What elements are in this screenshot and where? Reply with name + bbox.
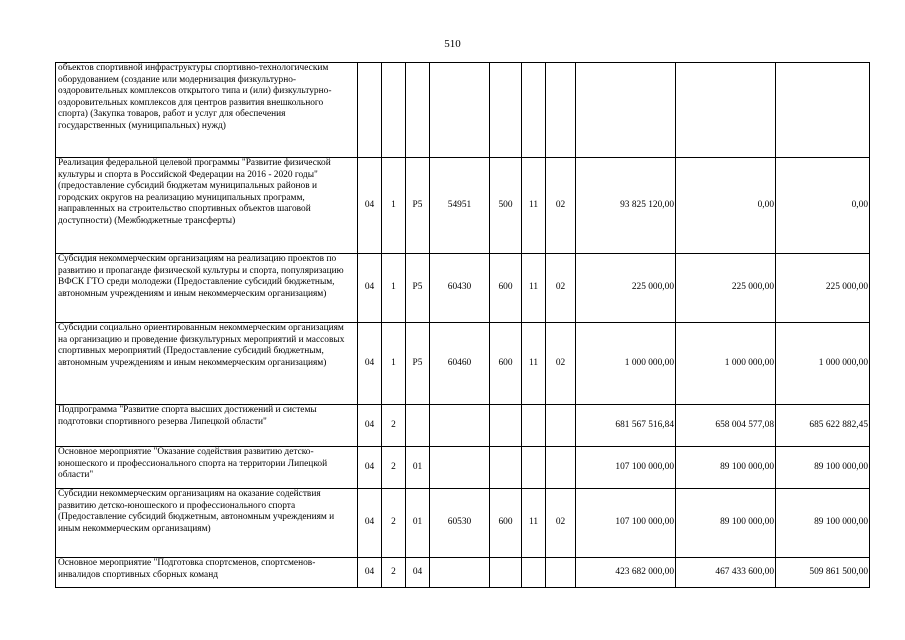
expense-type-code: 600 — [490, 254, 522, 323]
amount-year-1: 107 100 000,00 — [576, 447, 676, 489]
row-description: Подпрограмма "Развитие спорта высших достижений и системы подготовки спортивного резерва Липецкой области" — [56, 405, 358, 447]
subprogram-code: 2 — [382, 405, 406, 447]
activity-code: P5 — [406, 323, 430, 405]
amount-year-3: 685 622 882,45 — [776, 405, 870, 447]
activity-code: P5 — [406, 254, 430, 323]
row-description: Основное мероприятие "Оказание содействия развитию детско-юношеского и профессионального спорта на территории Липецкой области" — [56, 447, 358, 489]
amount-year-2: 89 100 000,00 — [676, 447, 776, 489]
section-code — [522, 558, 546, 588]
page-number: 510 — [444, 38, 461, 50]
section-code: 11 — [522, 323, 546, 405]
table-row — [56, 447, 870, 489]
amount-year-2: 467 433 600,00 — [676, 558, 776, 588]
direction-code: 60460 — [430, 323, 490, 405]
direction-code — [430, 405, 490, 447]
direction-code: 60430 — [430, 254, 490, 323]
direction-code: 60530 — [430, 489, 490, 558]
subprogram-code: 1 — [382, 158, 406, 254]
amount-year-3: 1 000 000,00 — [776, 323, 870, 405]
row-description: объектов спортивной инфраструктуры спортивно-технологическим оборудованием (создание или модернизация физкультурно-оздоровительных комплексов открытого типа и (или) физкультурно-оздоровительных комплексов для центров развития внешкольного спорта) (Закупка товаров, работ и услуг для обеспечения государственных (муниципальных) нужд) — [56, 63, 358, 158]
row-description: Субсидия некоммерческим организациям на реализацию проектов по развитию и пропаганде физической культуры и спорта, популяризацию ВФСК ГТО среди молодежи (Предоставление субсидий бюджетным, автономным учреждениям и иным некоммерческим организациям) — [56, 254, 358, 323]
chapter-code: 04 — [358, 405, 382, 447]
subsection-code: 02 — [546, 254, 576, 323]
row-description: Субсидии социально ориентированным некоммерческим организациям на организацию и проведение физкультурных мероприятий и массовых спортивных мероприятий (Предоставление субсидий бюджетным, автономным учреждениям и иным некоммерческим организациям) — [56, 323, 358, 405]
subsection-code — [546, 63, 576, 158]
amount-year-1: 93 825 120,00 — [576, 158, 676, 254]
activity-code — [406, 405, 430, 447]
activity-code: P5 — [406, 158, 430, 254]
amount-year-2: 89 100 000,00 — [676, 489, 776, 558]
section-code: 11 — [522, 158, 546, 254]
activity-code: 01 — [406, 489, 430, 558]
expense-type-code — [490, 558, 522, 588]
direction-code — [430, 558, 490, 588]
expense-type-code — [490, 447, 522, 489]
amount-year-2: 0,00 — [676, 158, 776, 254]
amount-year-3 — [776, 63, 870, 158]
amount-year-1: 225 000,00 — [576, 254, 676, 323]
subprogram-code: 2 — [382, 489, 406, 558]
chapter-code: 04 — [358, 447, 382, 489]
table-row — [56, 405, 870, 447]
amount-year-1: 107 100 000,00 — [576, 489, 676, 558]
chapter-code: 04 — [358, 158, 382, 254]
activity-code: 04 — [406, 558, 430, 588]
subsection-code — [546, 405, 576, 447]
section-code: 11 — [522, 254, 546, 323]
amount-year-3: 0,00 — [776, 158, 870, 254]
budget-table — [55, 62, 870, 588]
amount-year-2: 1 000 000,00 — [676, 323, 776, 405]
row-description: Основное мероприятие "Подготовка спортсменов, спортсменов-инвалидов спортивных сборных команд — [56, 558, 358, 588]
subprogram-code: 1 — [382, 254, 406, 323]
subprogram-code: 2 — [382, 447, 406, 489]
direction-code — [430, 447, 490, 489]
subprogram-code: 2 — [382, 558, 406, 588]
subsection-code: 02 — [546, 489, 576, 558]
subsection-code: 02 — [546, 158, 576, 254]
subprogram-code — [382, 63, 406, 158]
chapter-code: 04 — [358, 323, 382, 405]
amount-year-3: 225 000,00 — [776, 254, 870, 323]
table-row — [56, 63, 870, 158]
amount-year-2 — [676, 63, 776, 158]
chapter-code: 04 — [358, 558, 382, 588]
section-code — [522, 405, 546, 447]
amount-year-3: 89 100 000,00 — [776, 489, 870, 558]
table-row — [56, 254, 870, 323]
amount-year-1: 423 682 000,00 — [576, 558, 676, 588]
subsection-code: 02 — [546, 323, 576, 405]
table-row — [56, 158, 870, 254]
chapter-code — [358, 63, 382, 158]
row-description: Реализация федеральной целевой программы "Развитие физической культуры и спорта в Российской Федерации на 2016 - 2020 годы" (предоставление субсидий бюджетам муниципальных районов и городских округов на реализацию муниципальных программ, направленных на строительство спортивных объектов шаговой доступности) (Межбюджетные трансферты) — [56, 158, 358, 254]
subsection-code — [546, 558, 576, 588]
direction-code — [430, 63, 490, 158]
subprogram-code: 1 — [382, 323, 406, 405]
section-code — [522, 447, 546, 489]
amount-year-1: 681 567 516,84 — [576, 405, 676, 447]
table-row — [56, 489, 870, 558]
section-code: 11 — [522, 489, 546, 558]
expense-type-code — [490, 63, 522, 158]
amount-year-3: 89 100 000,00 — [776, 447, 870, 489]
row-description: Субсидии некоммерческим организациям на оказание содействия развитию детско-юношеского и профессионального спорта (Предоставление субсидий бюджетным, автономным учреждениям и иным некоммерческим организациям) — [56, 489, 358, 558]
chapter-code: 04 — [358, 489, 382, 558]
activity-code: 01 — [406, 447, 430, 489]
expense-type-code: 600 — [490, 323, 522, 405]
amount-year-2: 658 004 577,08 — [676, 405, 776, 447]
table-row — [56, 558, 870, 588]
amount-year-1: 1 000 000,00 — [576, 323, 676, 405]
expense-type-code: 600 — [490, 489, 522, 558]
direction-code: 54951 — [430, 158, 490, 254]
expense-type-code — [490, 405, 522, 447]
amount-year-2: 225 000,00 — [676, 254, 776, 323]
table-row — [56, 323, 870, 405]
section-code — [522, 63, 546, 158]
subsection-code — [546, 447, 576, 489]
expense-type-code: 500 — [490, 158, 522, 254]
activity-code — [406, 63, 430, 158]
chapter-code: 04 — [358, 254, 382, 323]
amount-year-1 — [576, 63, 676, 158]
amount-year-3: 509 861 500,00 — [776, 558, 870, 588]
